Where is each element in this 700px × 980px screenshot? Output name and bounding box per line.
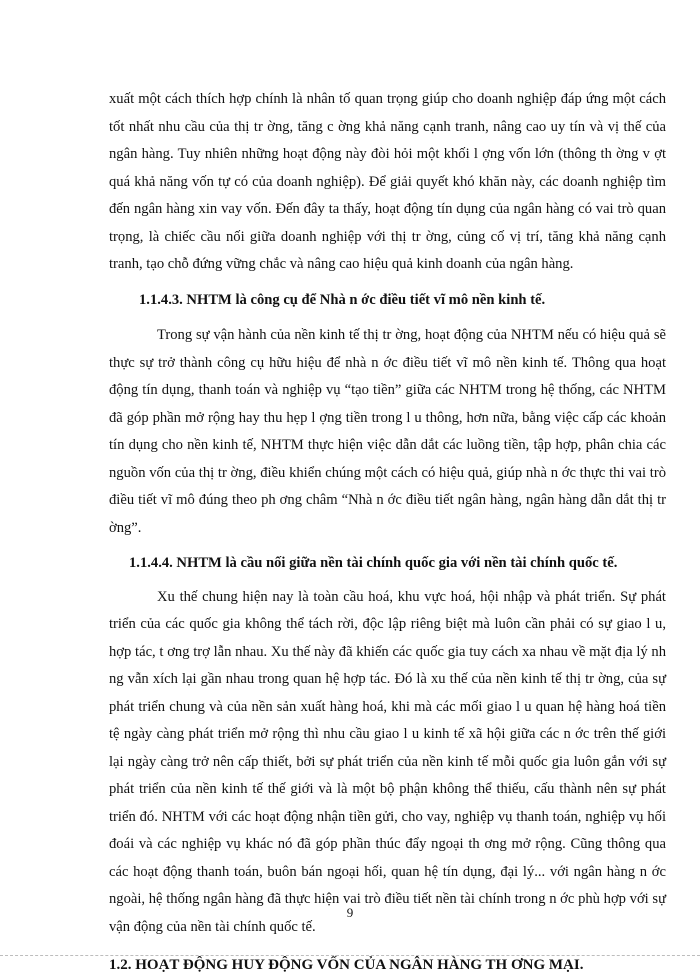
body-text [109, 86, 666, 980]
page-number: 9 [346, 905, 354, 920]
paragraph-1-1-4-4: Xu thế chung hiện nay là toàn cầu hoá, khu vực hoá, hội nhập và phát triển. Sự phát triển của các quốc gia không thể tách rời, độc lập riêng biệt mà luôn cần phải có sự giao l u, hợp tác, t ơng trợ lẫn nhau. Xu thế này đã khiến các quốc gia tuy cách xa nhau về mặt địa lý nh ng vẫn xích lại gần nhau trong quan hệ hợp tác. Đó là xu thế của nền kinh tế thị tr ờng, của sự phát triển chung và của nền sản xuất hàng hoá, khi mà các mối giao l u quan hệ hàng hoá tiền tệ ngày càng phát triển mở rộng thì nhu cầu giao l u kinh tế xã hội giữa các n ớc trên thế giới lại ngày càng trở nên cấp thiết, bởi sự phát triển của nền kinh tế mỗi quốc gia luôn gắn với sự phát triển của nền kinh tế thế giới và là một bộ phận không thể thiếu, cấu thành nên sự phát triển đó. NHTM với các hoạt động nhận tiền gửi, cho vay, nghiệp vụ thanh toán, nghiệp vụ hối đoái và các nghiệp vụ khác nó đã góp phần thúc đẩy ngoại th ơng mở rộng. Cũng thông qua các hoạt động thanh toán, buôn bán ngoại hối, quan hệ tín dụng, đại lý... với ngân hàng n ớc ngoài, hệ thống ngân hàng đã thực hiện vai trò điều tiết nền tài chính trong n ớc phù hợp với sự vận động của nền tài chính quốc tế. [109, 588, 666, 935]
heading-1-1-4-3: 1.1.4.3. NHTM là công cụ để Nhà n ớc điều tiết vĩ mô nền kinh tế. [139, 291, 546, 308]
heading-1-2: 1.2. HOẠT ĐỘNG HUY ĐỘNG VỐN CỦA NGÂN HÀNG TH ƠNG MẠI. [109, 957, 584, 973]
footer-divider [0, 955, 700, 956]
paragraph-1-1-4-3: Trong sự vận hành của nền kinh tế thị tr ờng, hoạt động của NHTM nếu có hiệu quả sẽ thực sự trở thành công cụ hữu hiệu để nhà n ớc điều tiết vĩ mô nền kinh tế. Thông qua hoạt động tín dụng, thanh toán và nghiệp vụ “tạo tiền” giữa các NHTM trong hệ thống, các NHTM đã góp phần mở rộng hay thu hẹp l ợng tiền trong l u thông, hơn nữa, bằng việc cấp các khoản tín dụng cho nền kinh tế, NHTM thực hiện việc dẫn dắt các luồng tiền, tập hợp, phân chia các nguồn vốn của thị tr ờng, điều khiển chúng một cách có hiệu quả, giúp nhà n ớc thực thi vai trò điều tiết vĩ mô đúng theo ph ơng châm “Nhà n ớc điều tiết ngân hàng, ngân hàng dẫn dắt thị tr ờng”. [109, 327, 666, 536]
heading-1-1-4-4: 1.1.4.4. NHTM là cầu nối giữa nền tài chính quốc gia với nền tài chính quốc tế. [129, 555, 618, 571]
paragraph-intro: xuất một cách thích hợp chính là nhân tố quan trọng giúp cho doanh nghiệp đáp ứng một cách tốt nhất nhu cầu của thị tr ờng, tăng c ờng khả năng cạnh tranh, nâng cao uy tín và vị thế của ngân hàng. Tuy nhiên những hoạt động này đòi hỏi một khối l ợng vốn lớn (thông th ờng v ợt quá khả năng vốn tự có của doanh nghiệp). Để giải quyết khó khăn này, các doanh nghiệp tìm đến ngân hàng xin vay vốn. Đến đây ta thấy, hoạt động tín dụng của ngân hàng có vai trò quan trọng, là chiếc cầu nối giữa doanh nghiệp với thị tr ờng, củng cố vị trí, tăng khả năng cạnh tranh, tạo chỗ đứng vững chắc và nâng cao hiệu quả kinh doanh của ngân hàng. [109, 91, 666, 272]
